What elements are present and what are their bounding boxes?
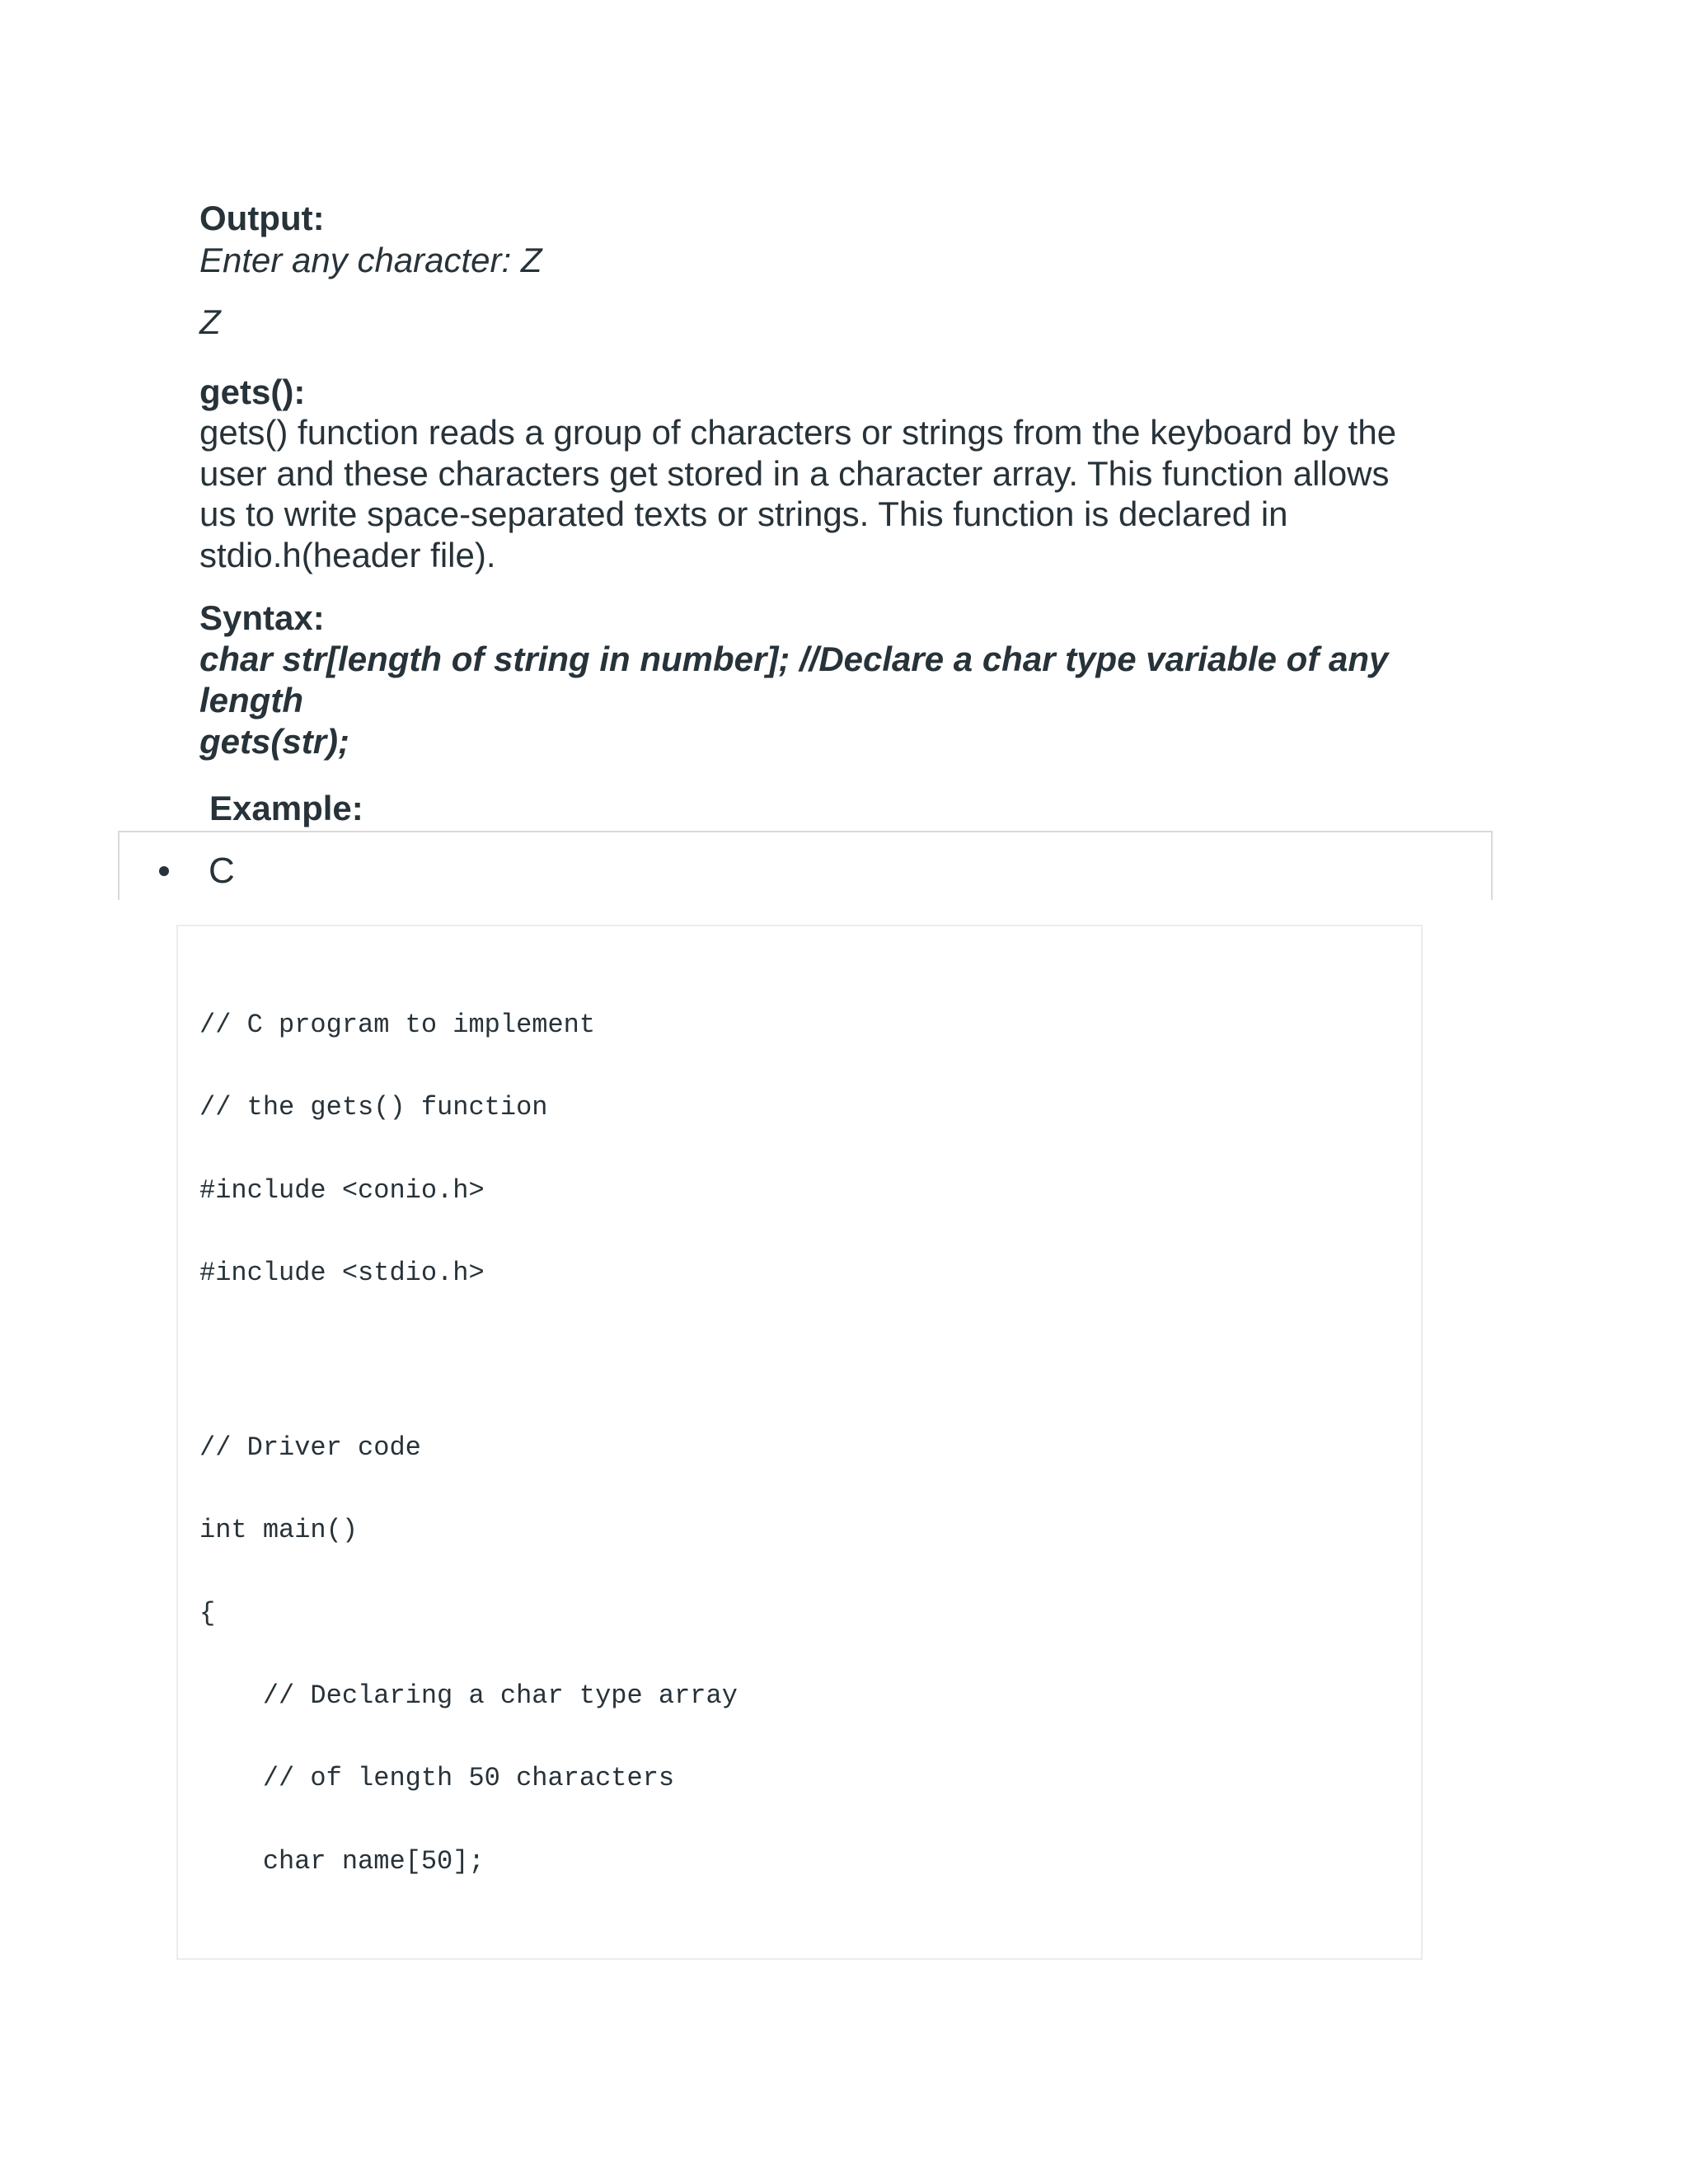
gets-heading: gets(): <box>199 373 306 411</box>
code-line: #include <stdio.h> <box>199 1258 485 1288</box>
description-line: us to write space-separated texts or strings. This function is declared in <box>199 494 1288 533</box>
description-line: gets() function reads a group of characters or strings from the keyboard by the <box>199 413 1397 452</box>
output-heading: Output: <box>199 199 325 237</box>
code-line: // of length 50 characters <box>199 1763 675 1793</box>
description-line: stdio.h(header file). <box>199 535 496 574</box>
output-line: Z <box>199 302 221 341</box>
code-line: int main() <box>199 1515 359 1545</box>
tab-c[interactable] <box>152 851 235 892</box>
code-block <box>176 925 1423 1960</box>
syntax-line: gets(str); <box>199 722 350 761</box>
code-line: // the gets() function <box>199 1092 548 1122</box>
bullet-icon <box>159 866 169 876</box>
code-line: { <box>199 1598 216 1629</box>
code-line: char name[50]; <box>199 1846 485 1877</box>
tab-label: C <box>209 851 235 891</box>
output-line: Enter any character: Z <box>199 241 542 279</box>
gets-description <box>199 412 1485 575</box>
example-heading: Example: <box>209 789 363 827</box>
syntax-line: length <box>199 681 303 719</box>
code-line: // Declaring a char type array <box>199 1680 738 1711</box>
syntax-block <box>199 639 1485 762</box>
code-line: #include <conio.h> <box>199 1175 485 1206</box>
syntax-line: char str[length of string in number]; //Declare a char type variable of any <box>199 640 1389 678</box>
code-line: // C program to implement <box>199 1010 596 1040</box>
description-line: user and these characters get stored in a character array. This function allows <box>199 453 1390 493</box>
language-tabs <box>118 831 1493 900</box>
syntax-heading: Syntax: <box>199 598 325 637</box>
code-line: // Driver code <box>199 1432 421 1463</box>
